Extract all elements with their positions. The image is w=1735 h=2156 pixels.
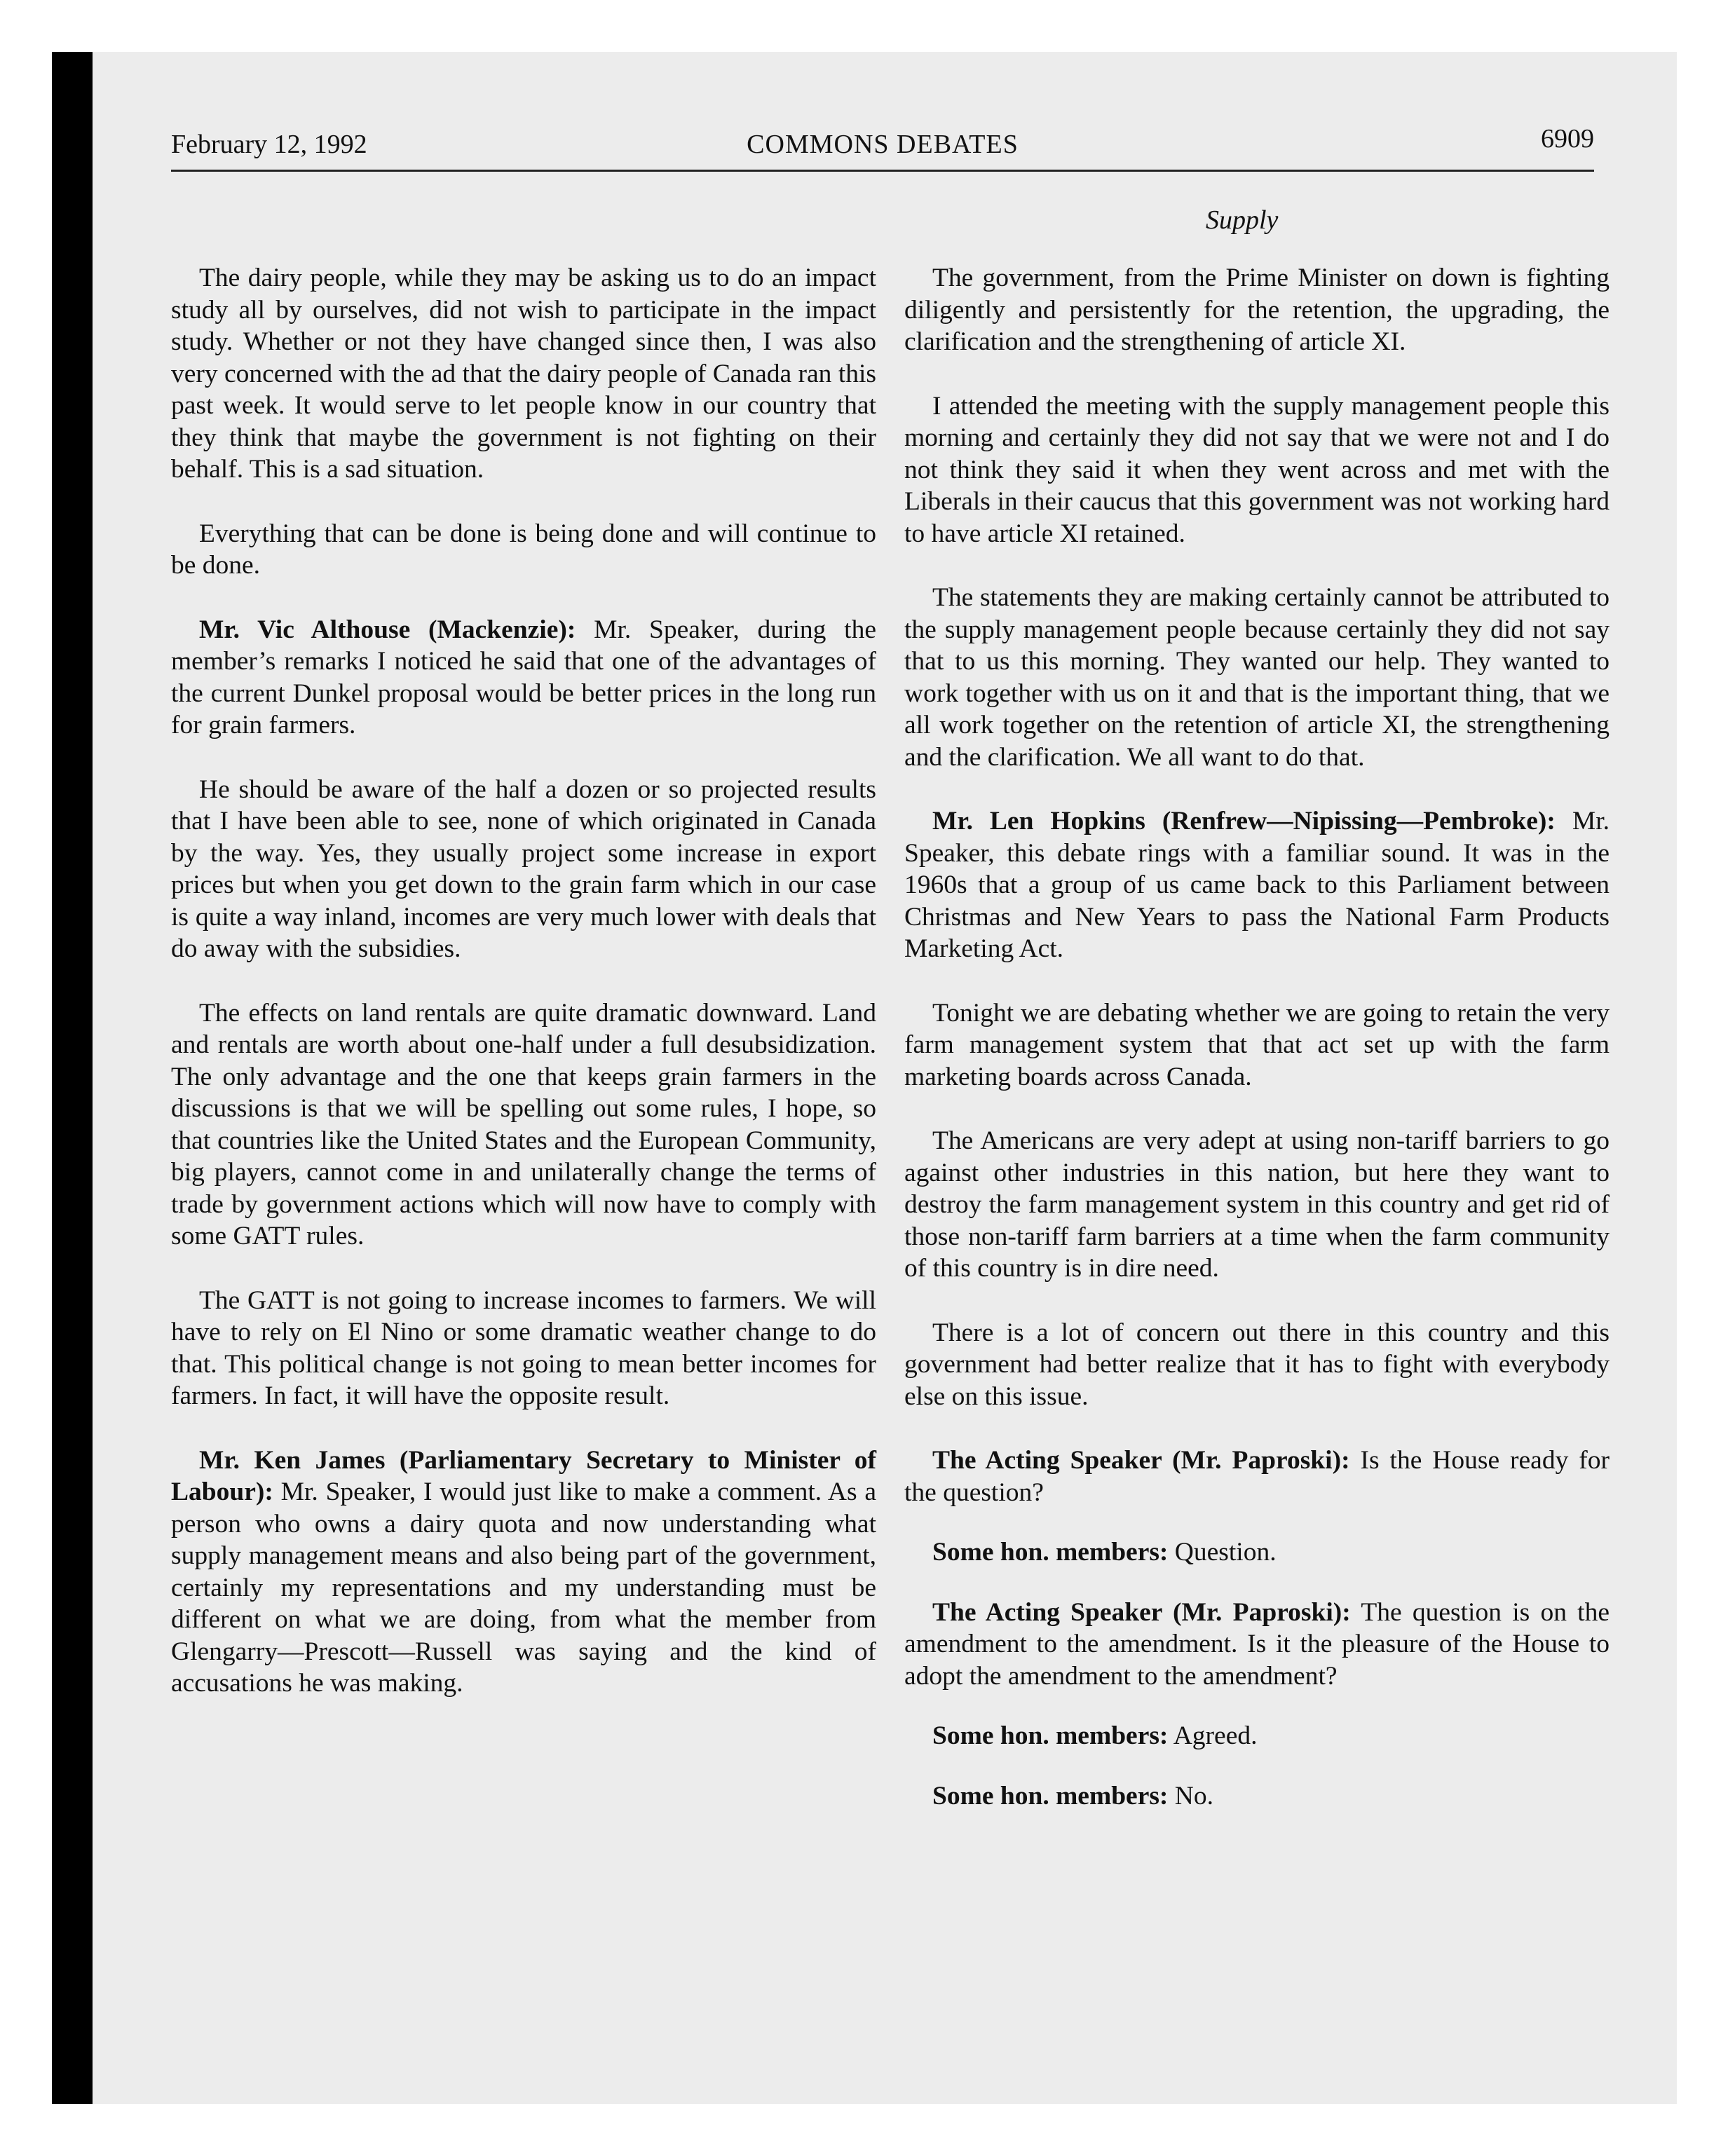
paragraph: The statements they are making certainly cannot be attributed to the supply management people because certainly they did not say that to us this morning. They wanted our help. They wanted to work together with us on it and that is the important thing, that we all work together on the retention of article XI, the strengthening and the clarification. We all want to do that. (904, 583, 1610, 772)
paragraph: He should be aware of the half a dozen or so projected results that I have been able to see, none of which originated in Canada by the way. Yes, they usually project some increase in export prices but when you get down to the grain farm which in our case is quite a way inland, incomes are very much lower with deals that do away with the subsidies. (171, 775, 876, 963)
paragraph: Some hon. members: Question. (932, 1538, 1277, 1567)
speaker-name: The Acting Speaker (Mr. Paproski): (932, 1597, 1351, 1627)
paragraph: There is a lot of concern out there in this country and this government had better realize that it has to fight with everybody else on this issue. (904, 1318, 1610, 1411)
paragraph: Everything that can be done is being done and will continue to be done. (171, 519, 876, 580)
speaker-name: Mr. Vic Althouse (Mackenzie): (199, 615, 576, 644)
paragraph: I attended the meeting with the supply management people this morning and certainly they did not say that we were not and I do not think they said it when they went across and met with the Liberals in their caucus that this government was not working hard to have article XI retained. (904, 391, 1610, 548)
header-title: COMMONS DEBATES (747, 130, 1019, 159)
header-date: February 12, 1992 (171, 130, 367, 159)
paragraph: The Acting Speaker (Mr. Paproski): Is the House ready for the question? (904, 1446, 1610, 1507)
header-rule (171, 170, 1594, 172)
speaker-name: Some hon. members: (932, 1781, 1169, 1810)
paragraph: The dairy people, while they may be asking us to do an impact study all by ourselves, did not wish to participate in the impact study. Whether or not they have changed since then, I was also very concerned with the ad that the dairy people of Canada ran this past week. It would serve to let people know in our country that they think that maybe the government is not fighting on their behalf. This is a sad situation. (171, 264, 876, 484)
paragraph: The GATT is not going to increase incomes to farmers. We will have to rely on El Nino or some dramatic weather change to do that. This political change is not going to mean better incomes for farmers. In fact, it will have the opposite result. (171, 1285, 876, 1410)
left-column (171, 262, 876, 1732)
paragraph: The Americans are very adept at using non-tariff barriers to go against other industries in this nation, but here they want to destroy the farm management system in this country and get rid of those non-tariff farm barriers at a time when the farm community of this country is in dire need. (904, 1126, 1610, 1283)
page-header (171, 124, 1594, 168)
speaker-name: The Acting Speaker (Mr. Paproski): (932, 1446, 1350, 1475)
paragraph: Mr. Len Hopkins (Renfrew—Nipissing—Pembroke): Mr. Speaker, this debate rings with a familiar sound. It was in the 1960s that a group of us came back to this Parliament between Christmas and New Years to pass the National Farm Products Marketing Act. (904, 807, 1610, 963)
paragraph: Mr. Ken James (Parliamentary Secretary to Minister of Labour): Mr. Speaker, I would just like to make a comment. As a person who owns a dairy quota and now understanding what supply management means and also being part of the government, certainly my representations and my understanding must be different on what we are doing, from what the member from Glengarry—Prescott—Russell was saying and the kind of accusations he was making. (171, 1445, 876, 1698)
right-column (904, 262, 1610, 1840)
paragraph: The Acting Speaker (Mr. Paproski): The question is on the amendment to the amendment. Is it the pleasure of the House to adopt the amendment to the amendment? (904, 1597, 1610, 1691)
paragraph: The government, from the Prime Minister on down is fighting diligently and persistently for the retention, the upgrading, the clarification and the strengthening of article XI. (904, 264, 1610, 356)
binding-edge (52, 52, 93, 2104)
paragraph: Tonight we are debating whether we are going to retain the very farm management system that that act set up with the farm marketing boards across Canada. (904, 998, 1610, 1091)
paragraph: Mr. Vic Althouse (Mackenzie): Mr. Speaker, during the member’s remarks I noticed he said that one of the advantages of the current Dunkel proposal would be better prices in the long run for grain farmers. (171, 615, 876, 739)
paragraph: Some hon. members: No. (932, 1781, 1214, 1810)
section-heading: Supply (1206, 205, 1279, 235)
header-page-number: 6909 (1541, 124, 1594, 153)
paragraph: The effects on land rentals are quite dramatic downward. Land and rentals are worth about one-half under a full desubsidization. The only advantage and the one that keeps grain farmers in the discussions is that we will be spelling out some rules, I hope, so that countries like the United States and the European Community, big players, cannot come in and unilaterally change the terms of trade by government actions which will now have to comply with some GATT rules. (171, 998, 876, 1250)
paragraph: Some hon. members: Agreed. (932, 1721, 1258, 1750)
speaker-name: Some hon. members: (932, 1538, 1169, 1567)
speaker-name: Mr. Len Hopkins (Renfrew—Nipissing—Pembroke): (932, 807, 1556, 835)
speaker-name: Mr. Ken James (Parliamentary Secretary to Minister of Labour): (171, 1445, 876, 1506)
speaker-name: Some hon. members: (932, 1721, 1169, 1750)
